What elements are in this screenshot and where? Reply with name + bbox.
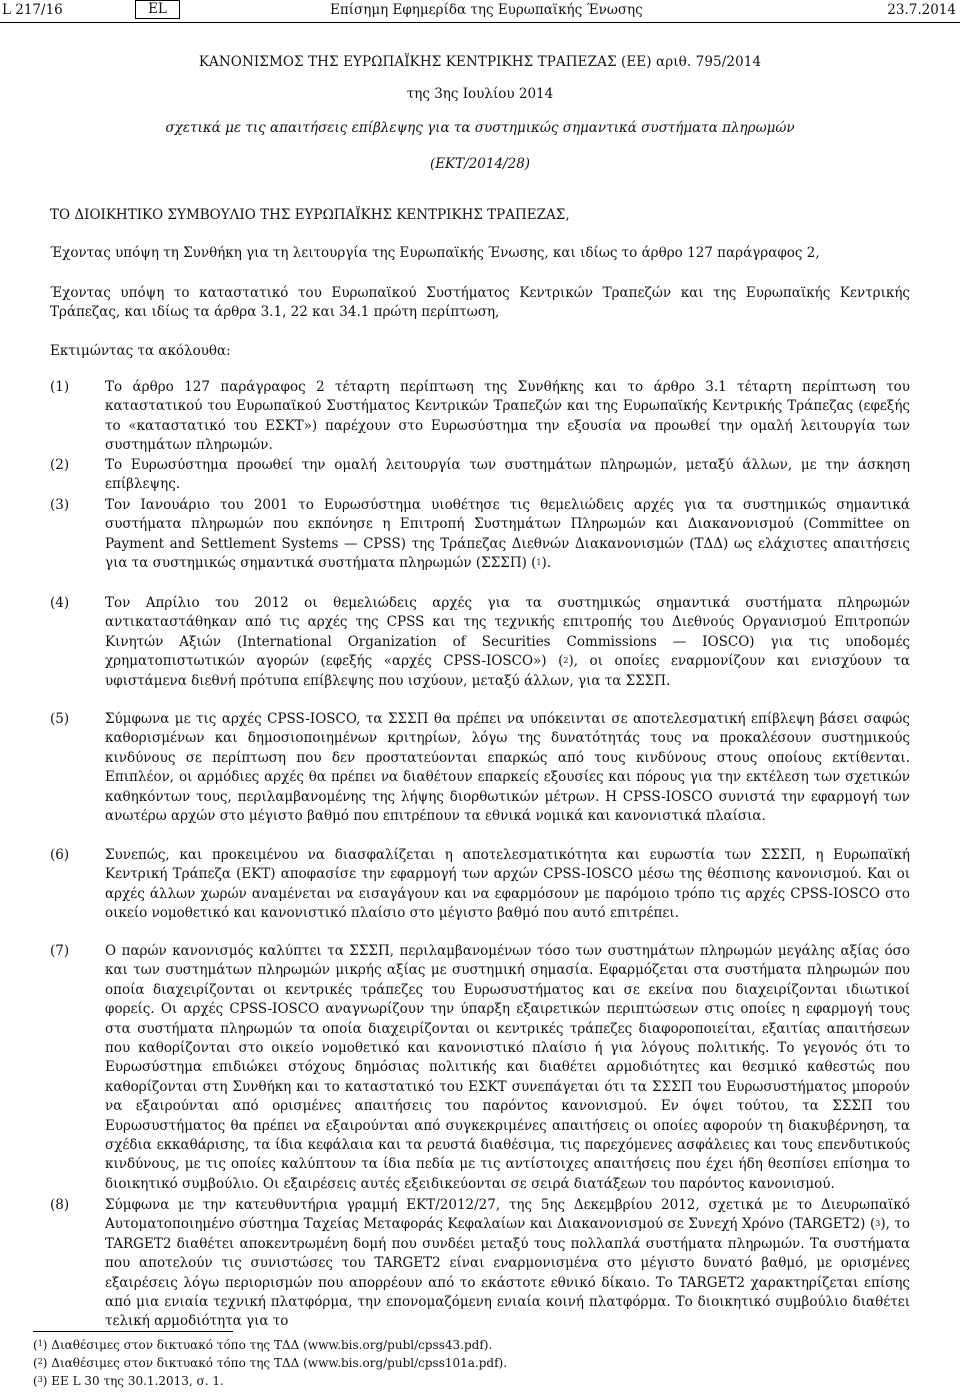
recital-text: Τον Απρίλιο του 2012 οι θεμελιώδεις αρχές για τα συστημικώς σημαντικά συστήματα πληρωμών αντικαταστάθηκαν από τις αρχές της CPSS και της τεχνικής επιτροπής του Διεθνούς Οργανισμού Επιτροπών Κινητών Αξιών (International Organization of Securities Commissions — IOSCO) για τις υποδομές χρηματοπιστωτικών αγορών (εφεξής «αρχές CPSS-IOSCO») ($^2$), οι οποίες εναρμονίζουν και ενισχύουν τα υφιστάμενα διεθνή πρότυπα επίβλεψης που ισχύουν, μεταξύ άλλων, για τα ΣΣΣΠ. <box>105 595 911 689</box>
journal-title: Επίσημη Εφημερίδα της Ευρωπαϊκής Ένωσης <box>330 2 643 18</box>
footnote-1: ($^1$) Διαθέσιμες στον δικτυακό τόπο της ΤΔΔ (www.bis.org/publ/cpss43.pdf). <box>33 1338 493 1352</box>
recital-text: Συνεπώς, και προκειμένου να διασφαλίζεται η αποτελεσματικότητα και ευρωστία των ΣΣΣΠ, η Ευρωπαϊκή Κεντρική Τράπεζα (ΕΚΤ) αποφασίσε την εφαρμογή των αρχών CPSS-IOSCO μέσω της θέσπισης κανονισμού. Και οι αρχές άλλων χωρών αναμένεται να εισαγάγουν και να εφαρμόσουν με παρόμοιο τρόπο τις αρχές CPSS-IOSCO στο οικείο νομοθετικό και κανονιστικό πλαίσιο στο μέγιστο βαθμό που αυτό επιτρέπει. <box>105 847 910 922</box>
recital-1 <box>50 378 910 456</box>
recital-3 <box>50 496 910 574</box>
recital-number: (8) <box>50 1197 70 1213</box>
preamble-council: ΤΟ ΔΙΟΙΚΗΤΙΚΟ ΣΥΜΒΟΥΛΙΟ ΤΗΣ ΕΥΡΩΠΑΪΚΗΣ ΚΕΝΤΡΙΚΗΣ ΤΡΑΠΕΖΑΣ, <box>50 207 570 223</box>
preamble-having-regard-treaty: Έχοντας υπόψη τη Συνθήκη για τη λειτουργία της Ευρωπαϊκής Ένωσης, και ιδίως το άρθρο 127 παράγραφος 2, <box>50 245 820 261</box>
recital-6 <box>50 846 910 924</box>
recital-7 <box>50 942 910 1194</box>
recital-text: Σύμφωνα με την κατευθυντήρια γραμμή ΕΚΤ/2012/27, της 5ης Δεκεμβρίου 2012, σχετικά με το Διευρωπαϊκό Αυτοματοποιημένο σύστημα Ταχείας Μεταφοράς Κεφαλαίων και Διακανονισμού σε Συνεχή Χρόνο (TARGET2) ($^3$), το TARGET2 διαθέτει αποκεντρωμένη δομή που συνδέει μεταξύ τους πολλαπλά συστήματα πληρωμών. Τα συστήματα που αποτελούν τις συνιστώσες του TARGET2 είναι εναρμονισμένα στο μέγιστο δυνατό βαθμό, με ορισμένες εξαιρέσεις λόγω περιορισμών που απορρέουν από το εκάστοτε εθνικό δίκαιο. Το TARGET2 χαρακτηρίζεται επίσης από μια ενιαία τεχνική πλατφόρμα, την επονομαζόμενη ενιαία κοινή πλατφόρμα. Το διοικητικό συμβούλιο διαθέτει τελική αρμοδιότητα για το <box>105 1197 910 1330</box>
recital-number: (1) <box>50 379 70 395</box>
recital-text: Τον Ιανουάριο του 2001 το Ευρωσύστημα υιοθέτησε τις θεμελιώδεις αρχές για τα συστημικώς σημαντικά συστήματα πληρωμών που εκπόνησε η Επιτροπή Συστημάτων Πληρωμών και Διακανονισμού (Committee on Payment and Settlement Systems — CPSS) της Τράπεζας Διεθνών Διακανονισμών (ΤΔΔ) ως ελάχιστες απαιτήσεις για τα συστημικώς σημαντικά συστήματα πληρωμών (ΣΣΣΠ) ($^1$). <box>105 497 910 572</box>
recital-text: Ο παρών κανονισμός καλύπτει τα ΣΣΣΠ, περιλαμβανομένων τόσο των συστημάτων πληρωμών μεγάλης αξίας όσο και των συστημάτων πληρωμών μικρής αξίας με συστημική σημασία. Εφαρμόζεται στα συστήματα πληρωμών που οποία διαχειρίζονται οι κεντρικές τράπεζες του Ευρωσυστήματος και σε εκείνα που διαχειρίζονται ιδιωτικοί φορείς. Οι αρχές CPSS-IOSCO αναγνωρίζουν την ύπαρξη εξαιρετικών περιπτώσεων στις οποίες η εφαρμογή τους στα συστήματα πληρωμών τα οποία διαχειρίζονται οι κεντρικές τράπεζες διαφοροποιείται, εξαιτίας απαιτήσεων που καθορίζονται στο οικείο νομοθετικό και κανονιστικό πλαίσιο ή για λόγους πολιτικής. Το γεγονός ότι το Ευρωσύστημα επιδιώκει στόχους δημόσιας πολιτικής και διαθέτει αρμοδιότητες και θεσμικό καθεστώς που καθορίζονται στη Συνθήκη και το καταστατικό του ΕΣΚΤ συνεπάγεται ότι τα ΣΣΣΠ του Ευρωσυστήματος μπορούν να εξαιρούνται από ορισμένες απαιτήσεις του παρόντος κανονισμού. Εν όψει τούτου, τα ΣΣΣΠ του Ευρωσυστήματος θα πρέπει να εξαιρούνται από συγκεκριμένες απαιτήσεις οι οποίες αφορούν τη διακυβέρνηση, τα σχέδια εκκαθάρισης, τα ίδια κεφάλαια και τα ρευστά διαθέσιμα, τις παρεχόμενες ασφάλειες και τους επενδυτικούς κινδύνους, με τις οποίες καλύπτουν τα ίδια πεδία με τις αντίστοιχες απαιτήσεις που έχει ήδη θεσπίσει επίσημα το διοικητικό συμβούλιο. Οι εξαιρέσεις αυτές εξειδικεύονται σε σειρά διατάξεων του παρόντος κανονισμού. <box>105 943 910 1192</box>
recital-number: (3) <box>50 497 70 513</box>
regulation-title-block <box>0 52 960 174</box>
footnote-separator <box>33 1331 233 1332</box>
regulation-reference: (ΕΚΤ/2014/28) <box>429 156 531 172</box>
recital-number: (4) <box>50 595 70 611</box>
recital-text: Το Ευρωσύστημα προωθεί την ομαλή λειτουργία των συστημάτων πληρωμών, μεταξύ άλλων, με την άσκηση επίβλεψης. <box>105 457 910 493</box>
recital-text: Το άρθρο 127 παράγραφος 2 τέταρτη περίπτωση της Συνθήκης και το άρθρο 3.1 τέταρτη περίπτωση του καταστατικού του Ευρωπαϊκού Συστήματος Κεντρικών Τραπεζών και της Ευρωπαϊκής Κεντρικής Τράπεζας (εφεξής το «καταστατικό του ΕΣΚΤ») παρέχουν στο Ευρωσύστημα την εξουσία να προωθεί την ομαλή λειτουργία των συστημάτων πληρωμών. <box>105 379 910 454</box>
recital-8 <box>50 1196 910 1332</box>
footnote-3: ($^3$) ΕΕ L 30 της 30.1.2013, σ. 1. <box>33 1374 224 1388</box>
language-code-box: EL <box>135 0 180 19</box>
recital-number: (2) <box>50 457 70 473</box>
footnote-ref[interactable]: 2 <box>563 656 569 666</box>
footnote-ref[interactable]: 3 <box>875 1219 881 1229</box>
recital-5 <box>50 710 910 826</box>
recital-text: Σύμφωνα με τις αρχές CPSS-IOSCO, τα ΣΣΣΠ θα πρέπει να υπόκεινται σε αποτελεσματική επίβλεψη βάσει σαφώς καθορισμένων και δημοσιοποιημένων κριτηρίων, λόγω της δυνατότητάς τους να προκαλέσουν συστημικούς κινδύνους σε περίπτωση που δεν προστατεύονται επαρκώς από τους κινδύνους στους οποίους εκτίθενται. Επιπλέον, οι αρμόδιες αρχές θα πρέπει να διαθέτουν επαρκείς εξουσίες και πόρους για την εκτέλεση των σχετικών καθηκόντων τους, περιλαμβανομένης της λήψης διορθωτικών μέτρων. Η CPSS-IOSCO συνιστά την εφαρμογή των ανωτέρω αρχών στο μέγιστο βαθμό που επιτρέπουν τα εθνικά νομικά και κανονιστικά πλαίσια. <box>105 711 910 825</box>
preamble-having-regard-statute: Έχοντας υπόψη το καταστατικό του Ευρωπαϊκού Συστήματος Κεντρικών Τραπεζών και της Ευρωπαϊκής Κεντρικής Τράπεζας, και ιδίως τα άρθρα 3.1, 22 και 34.1 πρώτη περίπτωση, <box>50 285 910 321</box>
recital-4 <box>50 594 910 691</box>
recital-number: (5) <box>50 711 70 727</box>
preamble-whereas: Εκτιμώντας τα ακόλουθα: <box>50 343 231 359</box>
regulation-title: ΚΑΝΟΝΙΣΜΟΣ ΤΗΣ ΕΥΡΩΠΑΪΚΗΣ ΚΕΝΤΡΙΚΗΣ ΤΡΑΠΕΖΑΣ (ΕΕ) αριθ. 795/2014 <box>198 54 762 70</box>
journal-header <box>0 0 960 23</box>
publication-date: 23.7.2014 <box>887 2 956 18</box>
recital-2 <box>50 456 910 495</box>
footnote-ref[interactable]: 1 <box>536 558 542 568</box>
page-reference: L 217/16 <box>2 2 63 18</box>
footnote-2: ($^2$) Διαθέσιμες στον δικτυακό τόπο της ΤΔΔ (www.bis.org/publ/cpss101a.pdf). <box>33 1356 508 1370</box>
recital-number: (6) <box>50 847 70 863</box>
regulation-date: της 3ης Ιουλίου 2014 <box>406 86 554 102</box>
regulation-subject: σχετικά με τις απαιτήσεις επίβλεψης για τα συστημικώς σημαντικά συστήματα πληρωμών <box>165 120 795 136</box>
recital-number: (7) <box>50 943 70 959</box>
